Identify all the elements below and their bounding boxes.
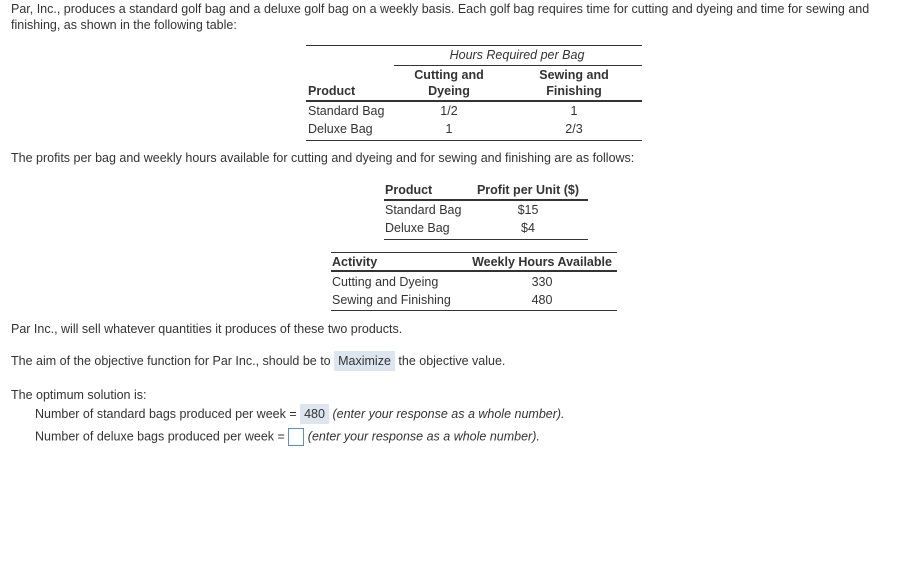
- objective-suffix: the objective value.: [398, 354, 506, 368]
- table-row-activity: Sewing and Finishing: [332, 293, 451, 307]
- deluxe-bags-line: [35, 428, 540, 446]
- deluxe-bags-hint: (enter your response as a whole number).: [307, 429, 540, 444]
- profit-intro: The profits per bag and weekly hours available for cutting and dyeing and for sewing and finishing are as follows:: [11, 151, 635, 165]
- objective-prefix: The aim of the objective function for Par Inc., should be to: [11, 354, 331, 368]
- col-weekly-hours: Weekly Hours Available: [472, 255, 612, 269]
- profit-table: [384, 178, 588, 240]
- col-cutting-line2: Dyeing: [428, 84, 470, 98]
- table-row-hours: 330: [531, 275, 553, 289]
- table-row-sewing: 1: [570, 104, 578, 118]
- hours-required-table: [306, 45, 642, 141]
- table-row-activity: Cutting and Dyeing: [332, 275, 439, 289]
- sell-statement: Par Inc., will sell whatever quantities it produces of these two products.: [11, 322, 403, 336]
- standard-bags-hint: (enter your response as a whole number).: [332, 407, 565, 421]
- col-profit: Profit per Unit ($): [476, 183, 580, 197]
- col-sewing-line2: Finishing: [546, 84, 602, 98]
- objective-line: [11, 351, 505, 371]
- header-rule: [306, 100, 642, 102]
- table-row-product: Standard Bag: [385, 203, 462, 217]
- hours-group-header: Hours Required per Bag: [449, 48, 585, 62]
- col-cutting-line1: Cutting and: [414, 68, 484, 82]
- table-row-sewing: 2/3: [565, 122, 583, 136]
- table-row-cutting: 1: [445, 122, 453, 136]
- table-row-profit: $4: [521, 221, 535, 235]
- col-product: Product: [308, 84, 356, 98]
- col-sewing-line1: Sewing and: [539, 68, 609, 82]
- col-activity: Activity: [332, 255, 378, 269]
- col-product: Product: [385, 183, 433, 197]
- table-row-product: Deluxe Bag: [308, 122, 373, 136]
- objective-answer-box[interactable]: Maximize: [334, 351, 395, 371]
- header-rule: [331, 270, 617, 272]
- table-row-profit: $15: [517, 203, 539, 217]
- standard-bags-answer-box[interactable]: 480: [300, 404, 329, 424]
- standard-bags-line: [35, 404, 565, 424]
- table-row-product: Standard Bag: [308, 104, 385, 118]
- optimum-heading: The optimum solution is:: [11, 388, 147, 402]
- deluxe-bags-input[interactable]: [288, 428, 304, 446]
- deluxe-bags-label: Number of deluxe bags produced per week =: [35, 429, 285, 444]
- standard-bags-label: Number of standard bags produced per week =: [35, 407, 297, 421]
- activity-table: [331, 252, 617, 311]
- group-header-rule: [394, 65, 642, 66]
- table-row-hours: 480: [531, 293, 553, 307]
- table-row-product: Deluxe Bag: [385, 221, 450, 235]
- problem-intro: Par, Inc., produces a standard golf bag and a deluxe golf bag on a weekly basis. Each golf bag requires time for cutting and dyeing and time for sewing and finishing, as shown in the following table:: [11, 2, 870, 32]
- header-rule: [384, 199, 588, 201]
- table-row-cutting: 1/2: [440, 104, 458, 118]
